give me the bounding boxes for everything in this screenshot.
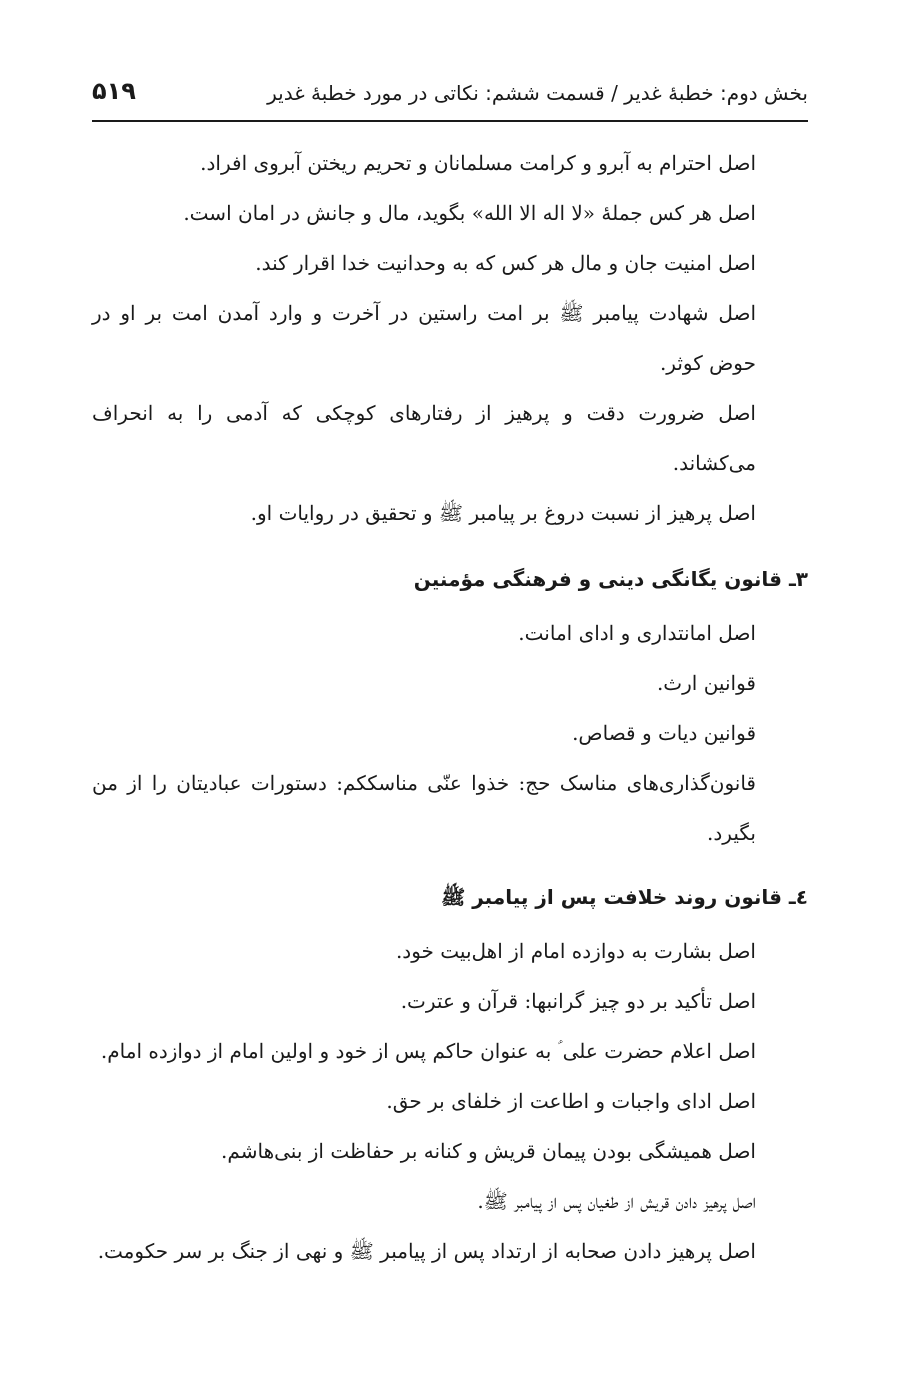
intro-list [92,138,808,538]
section-4 [92,872,808,1276]
list-item: اصل شهادت پیامبر ﷺ بر امت راستین در آخرت و وارد آمدن امت بر او در حوض کوثر. [92,301,757,375]
list-item: اصل امانتداری و ادای امانت. [518,621,756,645]
list-item: قوانین ارث. [656,671,756,695]
section-heading: ٤ـ قانون روند خلافت پس از پیامبر ﷺ [441,885,808,909]
list-item: اصل بشارت به دوازده امام از اهل‌بیت خود. [395,939,756,963]
page-body [92,138,808,1276]
page-header [92,78,808,122]
list-item: قانون‌گذاری‌های مناسک حج: خذوا عنّی مناسککم: دستورات عبادیتان را از من بگیرد. [92,771,756,845]
list-item: اصل پرهیز دادن صحابه از ارتداد پس از پیامبر ﷺ و نهی از جنگ بر سر حکومت. [97,1239,756,1263]
list-item: اصل همیشگی بودن پیمان قریش و کنانه بر حفاظت از بنی‌هاشم. [221,1139,756,1163]
page-number: ۵۱۹ [92,77,136,105]
list-item: اصل هر کس جملهٔ «لا اله الا الله» بگوید، مال و جانش در امان است. [183,201,756,225]
list-item: اصل ضرورت دقت و پرهیز از رفتارهای کوچکی که آدمی را به انحراف می‌کشاند. [92,401,756,475]
section-3 [92,554,808,858]
list-item: اصل ادای واجبات و اطاعت از خلفای بر حق. [386,1089,756,1113]
running-header-title: بخش دوم: خطبهٔ غدیر / قسمت ششم: نکاتی در مورد خطبهٔ غدیر [267,81,808,105]
list-item: اصل اعلام حضرت علی ؑ به عنوان حاکم پس از خود و اولین امام از دوازده امام. [100,1039,756,1063]
list-item: قوانین دیات و قصاص. [572,721,756,745]
list-item: اصل احترام به آبرو و کرامت مسلمانان و تحریم ریختن آبروی افراد. [200,151,756,175]
section-heading: ۳ـ قانون یگانگی دینی و فرهنگی مؤمنین [413,567,808,591]
list-item: اصل پرهیز از نسبت دروغ بر پیامبر ﷺ و تحقیق در روایات او. [250,501,756,525]
list-item: اصل امنیت جان و مال هر کس که به وحدانیت خدا اقرار کند. [255,251,756,275]
list-item: اصل پرهیز دادن قریش از طغیان پس از پیامبر ﷺ. [477,1189,756,1213]
list-item: اصل تأکید بر دو چیز گرانبها: قرآن و عترت. [400,989,756,1013]
